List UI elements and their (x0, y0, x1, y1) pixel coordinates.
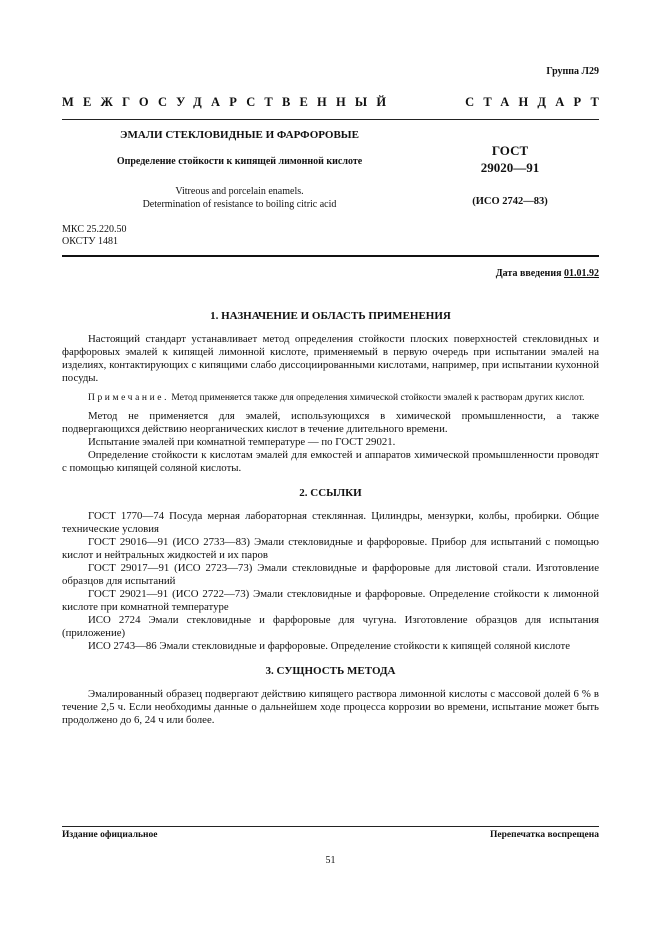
english-title-line-2: Determination of resistance to boiling citric acid (142, 199, 337, 210)
section-1-paragraph-1: Настоящий стандарт устанавливает метод определения стойкости плоских поверхностей стекловидных и фарфоровых эмалей к кипящей лимонной кислоте, применяемый в первую очередь при испытании эмалей на изделиях, контактирующих с кипящими слабо диссоциированными кислотами, например, при испытании кухонной посуды. (62, 333, 599, 384)
references-list (62, 510, 599, 653)
reference-item: ИСО 2724 Эмали стекловидные и фарфоровые для чугуна. Изготовление образцов для испытания (приложение) (62, 614, 599, 639)
document-body (62, 310, 599, 727)
gost-designation (440, 142, 580, 176)
english-title (62, 185, 417, 211)
gost-number: 29020—91 (480, 160, 540, 175)
document-title: ЭМАЛИ СТЕКЛОВИДНЫЕ И ФАРФОРОВЫЕ (120, 129, 359, 141)
footer-divider (62, 826, 599, 827)
section-1-paragraph-2: Метод не применяется для эмалей, использующихся в химической промышленности, а также подвергающихся действию неорганических кислот в течение длительного времени. (62, 410, 599, 435)
banner-right: СТАНДАРТ (465, 95, 608, 109)
banner-left: МЕЖГОСУДАРСТВЕННЫЙ (62, 95, 396, 109)
reference-item: ГОСТ 29017—91 (ИСО 2723—73) Эмали стекловидные и фарфоровые для листовой стали. Изготовление образцов для испытаний (62, 562, 599, 587)
page-number: 51 (325, 855, 336, 866)
reference-item: ГОСТ 29021—91 (ИСО 2722—73) Эмали стекловидные и фарфоровые. Определение стойкости к лимонной кислоте при комнатной температуре (62, 588, 599, 613)
mks-code: МКС 25.220.50 (62, 224, 127, 235)
divider-top (62, 119, 599, 120)
footer-reprint-prohibited: Перепечатка воспрещена (489, 830, 599, 840)
note-text: Метод применяется также для определения химической стойкости эмалей к растворам других кислот. (169, 393, 585, 403)
section-3-heading: 3. СУЩНОСТЬ МЕТОДА (265, 665, 396, 677)
classification-codes (62, 224, 126, 248)
reference-item: ГОСТ 29016—91 (ИСО 2733—83) Эмали стекловидные и фарфоровые. Прибор для испытаний с помощью кислот и нейтральных жидкостей и их паров (62, 536, 599, 561)
section-2-heading: 2. ССЫЛКИ (299, 487, 362, 499)
section-1-paragraph-3: Испытание эмалей при комнатной температуре — по ГОСТ 29021. (88, 436, 396, 448)
section-1-heading: 1. НАЗНАЧЕНИЕ И ОБЛАСТЬ ПРИМЕНЕНИЯ (210, 310, 451, 322)
section-1-note (62, 392, 599, 404)
reference-item: ГОСТ 1770—74 Посуда мерная лабораторная стеклянная. Цилиндры, мензурки, колбы, пробирки. Общие технические условия (62, 510, 599, 535)
document-subtitle: Определение стойкости к кипящей лимонной кислоте (116, 156, 363, 167)
note-label: Примечание. (88, 393, 170, 403)
gost-label: ГОСТ (491, 143, 529, 158)
english-title-line-1: Vitreous and porcelain enamels. (175, 186, 304, 197)
date-value: 01.01.92 (564, 268, 599, 279)
footer-official-edition: Издание официальное (62, 830, 158, 840)
divider-thick (62, 255, 599, 257)
iso-equivalent: (ИСО 2742—83) (472, 196, 548, 207)
standard-banner (62, 95, 608, 110)
section-3-paragraph-1: Эмалированный образец подвергают действию кипящего раствора лимонной кислоты с массовой долей 6 % в течение 2,5 ч. Если необходимы данные о дальнейшем ходе процесса коррозии во времени, испытание может быть продолжено до 6, 24 ч или более. (62, 688, 599, 726)
reference-item: ИСО 2743—86 Эмали стекловидные и фарфоровые. Определение стойкости к кипящей соляной кислоте (88, 640, 571, 652)
section-1-paragraph-4: Определение стойкости к кислотам эмалей для емкостей и аппаратов химической промышленности проводят с помощью кипящей соляной кислоты. (62, 449, 599, 474)
okstu-code: ОКСТУ 1481 (62, 236, 119, 247)
date-label: Дата введения (495, 268, 562, 279)
effective-date (496, 268, 599, 279)
group-code: Группа Л29 (546, 66, 599, 77)
